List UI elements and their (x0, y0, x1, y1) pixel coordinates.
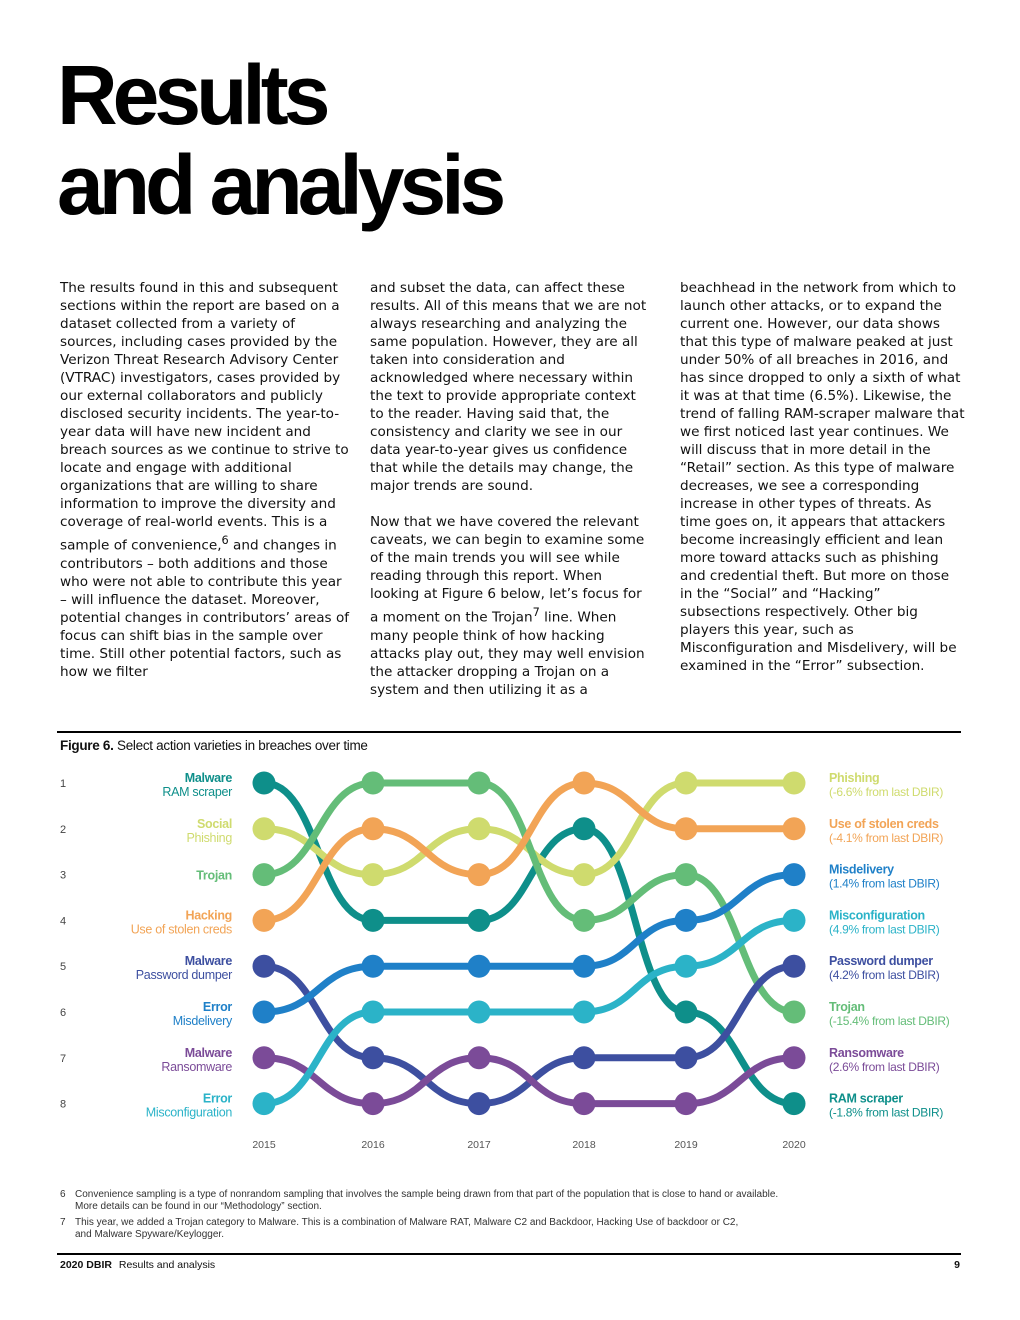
data-point-trojan-2019 (675, 863, 698, 886)
data-point-password-dumper-2018 (573, 1046, 596, 1069)
data-point-use-of-stolen-creds-2020 (783, 817, 806, 840)
data-point-misconfiguration-2020 (783, 909, 806, 932)
data-point-ram-scraper-2018 (573, 817, 596, 840)
data-point-ram-scraper-2016 (362, 909, 385, 932)
rank-label-1: 1 (60, 778, 67, 790)
data-point-trojan-2017 (468, 772, 491, 795)
paragraph: The results found in this and subsequent sections within the report are based on a dataset collected from a variety of sources, including cases provided by the Verizon Threat Research Advisory Center (VTRAC) investigators, cases provided by our external collaborators and publicly disclosed security incidents. The year-to-year data will have new incident and breach sources as we continue to strive to locate and engage with additional organizations that are willing to share information to improve the diversity and coverage of real-world events. This is a sample of convenience,$^6$ and changes in contributors – both additions and those who were not able to contribute this year – will influence the dataset. Moreover, potential changes in contributors’ areas of focus can shift bias in the sample over time. Still other potential factors, such as how we filter (60, 280, 350, 680)
data-point-trojan-2020 (783, 1001, 806, 1024)
data-point-ram-scraper-2019 (675, 1001, 698, 1024)
data-point-use-of-stolen-creds-2017 (468, 863, 491, 886)
data-point-password-dumper-2019 (675, 1046, 698, 1069)
left-label-category-use-of-stolen-creds: Hacking (185, 908, 232, 923)
right-label-change-trojan: (-15.4% from last DBIR) (829, 1014, 950, 1028)
year-label-2020: 2020 (782, 1139, 806, 1151)
left-label-name-misconfiguration: Misconfiguration (145, 1105, 232, 1120)
rank-label-6: 6 (60, 1007, 67, 1019)
right-label-title-password-dumper: Password dumper (829, 954, 933, 969)
data-point-ram-scraper-2017 (468, 909, 491, 932)
left-label-name-phishing: Phishing (186, 830, 232, 845)
data-point-use-of-stolen-creds-2016 (362, 817, 385, 840)
footnote-6: 6 Convenience sampling is a type of nonrandom sampling that involves the sample being drawn from that part of the population that is close to hand or available. More details can be found in our “Methodology” section. (60, 1189, 779, 1212)
figure-label: Figure 6. (60, 738, 114, 753)
left-label-category-ransomware: Malware (184, 1045, 232, 1060)
rank-label-7: 7 (60, 1052, 67, 1065)
left-label-category-phishing: Social (196, 816, 232, 831)
left-label-category-trojan: Trojan (196, 868, 232, 883)
data-point-misdelivery-2018 (573, 955, 596, 978)
footnote-ref-6[interactable]: 6 (221, 533, 229, 547)
right-label-change-ram-scraper: (-1.8% from last DBIR) (829, 1105, 944, 1120)
paragraph: and subset the data, can affect these results. All of this means that we are not always researching and analyzing the same population. However, they are all taken into consideration and acknowledged where necessary within the text to provide appropriate context to the reader. Having said that, the consistency and clarity we see in our data year-to-year gives us confidence that while the details may change, the major trends are sound. (370, 280, 647, 494)
data-point-ram-scraper-2020 (783, 1092, 806, 1115)
data-point-ram-scraper-2015 (253, 772, 276, 795)
data-point-use-of-stolen-creds-2019 (675, 817, 698, 840)
right-label-change-password-dumper: (4.2% from last DBIR) (829, 968, 940, 983)
rank-label-4: 4 (60, 915, 67, 928)
left-label-category-ram-scraper: Malware (184, 771, 232, 785)
year-label-2017: 2017 (467, 1139, 491, 1151)
right-label-change-use-of-stolen-creds: (-4.1% from last DBIR) (829, 830, 944, 845)
data-point-phishing-2018 (573, 863, 596, 886)
right-label-title-ram-scraper: RAM scraper (829, 1091, 903, 1106)
data-point-misconfiguration-2018 (573, 1001, 596, 1024)
right-label-title-misdelivery: Misdelivery (829, 862, 894, 877)
data-point-phishing-2016 (362, 863, 385, 886)
right-label-change-misconfiguration: (4.9% from last DBIR) (829, 922, 940, 937)
data-point-misconfiguration-2016 (362, 1001, 385, 1024)
year-label-2016: 2016 (361, 1139, 385, 1151)
right-label-change-misdelivery: (1.4% from last DBIR) (829, 876, 940, 891)
data-point-password-dumper-2017 (468, 1092, 491, 1115)
data-point-misconfiguration-2019 (675, 955, 698, 978)
data-point-ransomware-2020 (783, 1046, 806, 1069)
data-point-misdelivery-2015 (253, 1001, 276, 1024)
data-point-phishing-2020 (783, 772, 806, 795)
data-point-misdelivery-2017 (468, 955, 491, 978)
footnotes (60, 1189, 940, 1245)
left-label-category-password-dumper: Malware (184, 954, 232, 969)
data-point-misconfiguration-2017 (468, 1001, 491, 1024)
year-label-2019: 2019 (674, 1139, 698, 1151)
rank-label-5: 5 (60, 961, 67, 974)
series-line-ransomware (264, 1058, 794, 1104)
data-point-misconfiguration-2015 (253, 1092, 276, 1115)
data-point-use-of-stolen-creds-2015 (253, 909, 276, 932)
title-line-1: Results (57, 48, 326, 142)
data-point-phishing-2017 (468, 817, 491, 840)
footer-report-name: 2020 DBIR (60, 1259, 112, 1271)
footer-section: Results and analysis (118, 1259, 216, 1271)
left-label-category-misconfiguration: Error (202, 1091, 232, 1106)
data-point-password-dumper-2016 (362, 1046, 385, 1069)
left-label-name-password-dumper: Password dumper (135, 968, 232, 983)
right-label-change-phishing: (-6.6% from last DBIR) (829, 785, 944, 799)
data-point-ransomware-2018 (573, 1092, 596, 1115)
footer-report (60, 1259, 215, 1271)
data-point-use-of-stolen-creds-2018 (573, 772, 596, 795)
left-label-name-misdelivery: Misdelivery (172, 1014, 232, 1028)
data-point-ransomware-2019 (675, 1092, 698, 1115)
left-label-category-misdelivery: Error (202, 1000, 232, 1014)
figure-title: Select action varieties in breaches over time (117, 738, 368, 753)
data-point-password-dumper-2015 (253, 955, 276, 978)
left-label-name-use-of-stolen-creds: Use of stolen creds (130, 922, 232, 937)
year-label-2018: 2018 (572, 1139, 596, 1151)
page-number: 9 (954, 1259, 960, 1271)
data-point-password-dumper-2020 (783, 955, 806, 978)
data-point-ransomware-2015 (253, 1046, 276, 1069)
title-line-2: and analysis (57, 138, 502, 232)
paragraph: beachhead in the network from which to launch other attacks, or to expand the current one. However, our data shows that this type of malware peaked at just under 50% of all breaches in 2016, and has since dropped to only a sixth of what it was at that time (6.5%). Likewise, the trend of falling RAM-scraper malware that we first noticed last year continues. We will discuss that in more detail in the “Retail” section. As this type of malware decreases, we see a corresponding increase in other types of threats. As time goes on, it appears that attackers become increasingly efficient and lean more toward attacks such as phishing and credential theft. But more on those in the “Social” and “Hacking” subsections respectively. Other big players this year, such as Misconfiguration and Misdelivery, will be examined in the “Error” subsection. (680, 280, 965, 674)
footnote-ref-7[interactable]: 7 (532, 605, 540, 619)
data-point-misdelivery-2016 (362, 955, 385, 978)
rank-label-2: 2 (60, 823, 67, 836)
data-point-phishing-2019 (675, 772, 698, 795)
data-point-misdelivery-2020 (783, 863, 806, 886)
right-label-title-trojan: Trojan (829, 1000, 865, 1014)
paragraph: Now that we have covered the relevant caveats, we can begin to examine some of the main trends you will see while reading through this report. When looking at Figure 6 below, let’s focus for a moment on the Trojan$^7$ line. When many people think of how hacking attacks play out, they may well envision the attacker dropping a Trojan on a system and then utilizing it as a (370, 514, 645, 698)
footer-rule (57, 1253, 961, 1255)
left-label-name-ransomware: Ransomware (161, 1059, 232, 1074)
data-point-trojan-2018 (573, 909, 596, 932)
data-point-phishing-2015 (253, 817, 276, 840)
right-label-title-ransomware: Ransomware (829, 1045, 904, 1060)
left-label-name-ram-scraper: RAM scraper (162, 785, 232, 799)
data-point-trojan-2015 (253, 863, 276, 886)
right-label-title-phishing: Phishing (829, 771, 880, 785)
right-label-title-use-of-stolen-creds: Use of stolen creds (829, 816, 939, 831)
footnote-7: 7 This year, we added a Trojan category to Malware. This is a combination of Malware RAT, Malware C2 and Backdoor, Hacking Use of backdoor or C2, and Malware Spyware/Keylogger. (60, 1217, 739, 1240)
data-point-ransomware-2017 (468, 1046, 491, 1069)
right-label-change-ransomware: (2.6% from last DBIR) (829, 1059, 940, 1074)
right-label-title-misconfiguration: Misconfiguration (829, 908, 925, 923)
data-point-ransomware-2016 (362, 1092, 385, 1115)
data-point-trojan-2016 (362, 772, 385, 795)
year-label-2015: 2015 (252, 1139, 276, 1151)
data-point-misdelivery-2019 (675, 909, 698, 932)
rank-label-8: 8 (60, 1098, 67, 1111)
rank-label-3: 3 (60, 869, 67, 882)
